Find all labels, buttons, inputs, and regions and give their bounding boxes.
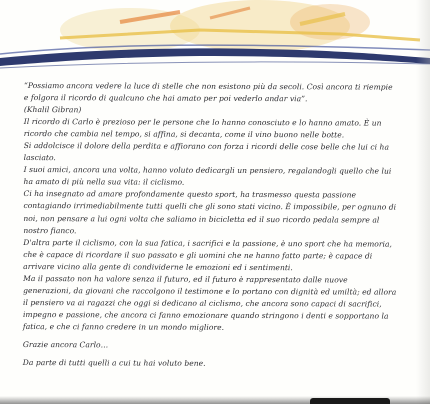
banner-blue-swoosh [0, 48, 430, 66]
bottom-dark-tab [310, 398, 390, 404]
letter-line: Il ricordo di Carlo è prezioso per le persone che lo hanno conosciuto e lo hanno amato. È un [23, 117, 382, 128]
letter-line: D'altra parte il ciclismo, con la sua fatica, i sacrifici e la passione, è uno sport che ha memoria, [23, 237, 393, 249]
letter-line: generazioni, da giovani che raccolgono il testimone e lo portano con dignità ed umiltà; ed allora [23, 285, 397, 297]
letter-line: impegno e passione, che ancora ci fanno emozionare quando stringono i denti e sopportano la [22, 309, 389, 321]
letter-line: Ma il passato non ha valore senza il futuro, ed il futuro è rappresentato dalle nuove [23, 273, 348, 285]
letter-line: arrivare vicino alla gente di condividerne le emozioni ed i sentimenti. [23, 261, 293, 272]
letter-line: ricordo che cambia nel tempo, si affina, si decanta, come il vino buono nelle botte. [23, 129, 345, 140]
banner-artwork [0, 0, 430, 72]
letter-closing: Grazie ancora Carlo… [22, 339, 109, 350]
banner-blue-line [0, 62, 430, 68]
letter-line: I suoi amici, ancora una volta, hanno voluto dedicargli un pensiero, regalandogli quello che lui [23, 165, 392, 176]
letter-line: il pensiero va ai ragazzi che oggi si dedicano al ciclismo, che ancora sono capaci di sacrifici, [23, 297, 382, 309]
letter-body [23, 80, 416, 371]
letter-line: Si addolcisce il dolore della perdita e affiorano con forza i ricordi delle cose belle che lui ci ha [23, 141, 390, 152]
letter-line: che è capace di ricordare il suo passato e gli uomini che ne hanno fatto parte; è capace di [23, 249, 373, 261]
letter-line: ha amato di più nella sua vita: il ciclismo. [23, 177, 185, 188]
decorative-header-banner [0, 0, 430, 72]
letter-signature: Da parte di tutti quelli a cui tu hai voluto bene. [22, 358, 206, 368]
letter-line: noi, non pensare a lui ogni volta che saliamo in bicicletta ed il suo ricordo pedala sempre al [23, 213, 380, 225]
letter-line: lasciato. [23, 153, 56, 163]
letter-line: “Possiamo ancora vedere la luce di stelle che non esistono più da secoli. Così ancora ti riempie [23, 80, 393, 92]
letter-line: fatica, e che ci fanno credere in un mondo migliore. [22, 321, 225, 332]
letter-line: nostro fianco. [23, 225, 77, 235]
letter-line: (Khalil Gibran) [23, 105, 82, 115]
letter-line: e folgora il ricordo di qualcuno che hai amato per poi vederlo andar via”. [23, 93, 308, 104]
page-edge-shadow [416, 0, 430, 404]
letter-line: Ci ha insegnato ad amare profondamente questo sport, ha trasmesso questa passione [23, 189, 357, 200]
letter-line: contagiando irrimediabilmente tutti quelli che gli sono stati vicino. È impossibile, per ognuno di [23, 201, 397, 213]
